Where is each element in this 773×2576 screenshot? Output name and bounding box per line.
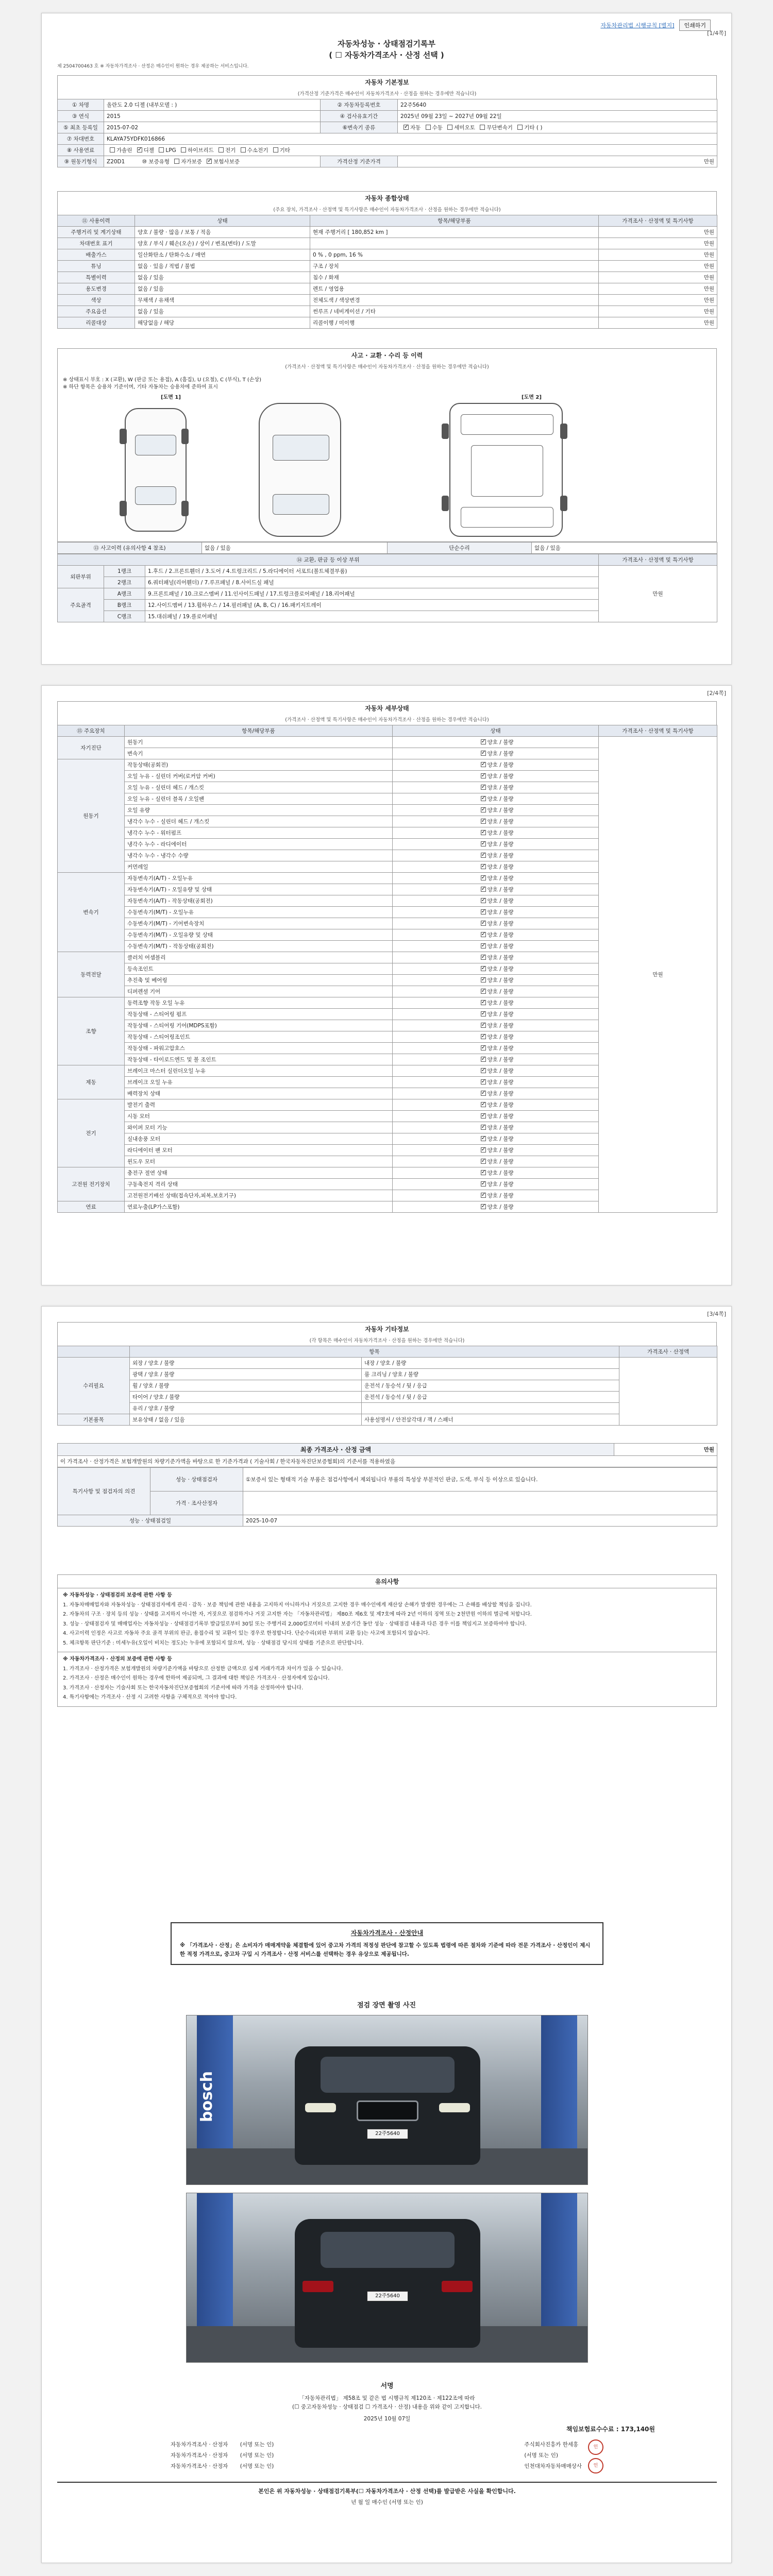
table-row: 2랭크 6.쿼터패널(리어휀더) / 7.루프패널 / 8.사이드실 패널 bbox=[58, 577, 717, 588]
item-state: ✓ 양호 / 불량 bbox=[393, 1167, 599, 1179]
group-name: 조향 bbox=[58, 997, 125, 1065]
sign-text: (☐ 중고자동차성능 · 상태점검 ☐ 가격조사 · 산정) 내용을 위와 같이 고지합니다. bbox=[292, 2404, 482, 2410]
section-note: (각 항목은 매수인이 자동차가격조사 · 산정을 원하는 경우에만 적습니다) bbox=[57, 1335, 717, 1346]
item-name: 윈도우 모터 bbox=[125, 1156, 393, 1167]
label: ⑦ 차대번호 bbox=[58, 133, 104, 145]
item-name: 수동변속기(M/T) - 기어변속장치 bbox=[125, 918, 393, 929]
label: ⑥변속기 종류 bbox=[321, 122, 398, 133]
group-name: 제동 bbox=[58, 1065, 125, 1099]
checkbox[interactable] bbox=[174, 159, 179, 164]
label: ⑤ 최초 등록일 bbox=[58, 122, 104, 133]
item-state: ✓ 양호 / 불량 bbox=[393, 975, 599, 986]
label: ③ 연식 bbox=[58, 111, 104, 122]
engine-type: Z20D1 ⑩ 보증유형 자가보증 ✓ 보험사보증 bbox=[104, 156, 321, 167]
inspection-photo-front: bosch 22주5640 bbox=[186, 2015, 588, 2185]
item-name: 작동상태 - 스티어링 기어(MDPS포함) bbox=[125, 1020, 393, 1031]
table-row: 주요골격 A랭크 9.프론트패널 / 10.크로스멤버 / 11.인사이드패널 / 17.트렁크플로어패널 / 18.리어패널 bbox=[58, 588, 717, 600]
page-number: [2/4쪽] bbox=[707, 690, 726, 697]
checkbox[interactable] bbox=[481, 1091, 486, 1096]
checkbox[interactable] bbox=[481, 1181, 486, 1187]
col-header: 가격조사 · 산정액 bbox=[619, 1346, 717, 1358]
wheel-icon bbox=[120, 429, 127, 444]
label: 가격산정 기준가격 bbox=[321, 156, 398, 167]
item-state: ✓ 양호 / 불량 bbox=[393, 805, 599, 816]
item-state: ✓ 양호 / 불량 bbox=[393, 759, 599, 771]
checkbox[interactable] bbox=[481, 864, 486, 869]
item-name: 브레이크 오일 누유 bbox=[125, 1077, 393, 1088]
checkbox[interactable] bbox=[481, 807, 486, 812]
item-name: 오일 누유 - 실린더 블록 / 오일팬 bbox=[125, 793, 393, 805]
checkbox[interactable] bbox=[137, 147, 142, 152]
checkbox[interactable] bbox=[181, 147, 186, 152]
item-state: ✓ 양호 / 불량 bbox=[393, 1077, 599, 1088]
checkbox[interactable] bbox=[207, 159, 212, 164]
car-left-view-icon bbox=[125, 408, 187, 532]
car-diagram bbox=[57, 372, 717, 542]
table-row: 배출가스 일산화탄소 / 탄화수소 / 매연 0 % , 0 ppm, 16 % 만원 bbox=[58, 249, 717, 261]
group-name: 고전원 전기장치 bbox=[58, 1167, 125, 1201]
item-state: ✓ 양호 / 불량 bbox=[393, 929, 599, 941]
item-state: ✓ 양호 / 불량 bbox=[393, 873, 599, 884]
status-table bbox=[57, 215, 717, 329]
basic-info-section bbox=[57, 75, 717, 167]
guide-title: 자동차가격조사 · 산정안내 bbox=[350, 1929, 424, 1937]
label: 특기사항 및 점검자의 의견 bbox=[58, 1468, 150, 1515]
checkbox[interactable] bbox=[481, 921, 486, 926]
item-name: 수동변속기(M/T) - 오일유량 및 상태 bbox=[125, 929, 393, 941]
dealer-name: 인천대차자동차매매상사 bbox=[524, 2463, 582, 2469]
checkbox[interactable] bbox=[481, 943, 486, 948]
checkbox[interactable] bbox=[481, 1159, 486, 1164]
item-state: ✓ 양호 / 불량 bbox=[393, 1020, 599, 1031]
checkbox[interactable] bbox=[159, 147, 164, 152]
group-name: 변속기 bbox=[58, 873, 125, 952]
label: ⑧ 사용연료 bbox=[58, 145, 104, 156]
item-state: ✓ 양호 / 불량 bbox=[393, 1133, 599, 1145]
col-header: 상태 bbox=[393, 725, 599, 737]
checkbox[interactable] bbox=[481, 830, 486, 835]
item-name: 디퍼렌셜 기어 bbox=[125, 986, 393, 997]
label: ④ 검사유효기간 bbox=[321, 111, 398, 122]
item-name: 라디에이터 팬 모터 bbox=[125, 1145, 393, 1156]
doc-subtitle: ( ☐ 자동차가격조사 · 산정 선택 ) bbox=[329, 50, 444, 60]
label: 성능 · 상태점검일 bbox=[58, 1515, 243, 1527]
table-row: B랭크 12.사이드멤버 / 13.휠하우스 / 14.필러패널 (A, B, C) / 16.패키지트레이 bbox=[58, 600, 717, 611]
section-note: (가격산정 기준가격은 매수인이 자동차가격조사 · 산정을 원하는 경우에만 적습니다) bbox=[57, 89, 717, 99]
label: ⑨ 원동기형식 bbox=[58, 156, 104, 167]
signature-section bbox=[57, 2378, 717, 2506]
page-number: [1/4쪽] bbox=[707, 30, 726, 37]
table-row: C랭크 15.대쉬패널 / 19.플로어패널 bbox=[58, 611, 717, 622]
final-price-section bbox=[57, 1443, 717, 1527]
item-state: ✓ 양호 / 불량 bbox=[393, 997, 599, 1009]
section-title: 자동차 종합상태 bbox=[57, 191, 717, 205]
group-name: 전기 bbox=[58, 1099, 125, 1167]
inspection-validity: 2025년 09월 23일 ~ 2027년 09월 22일 bbox=[398, 111, 717, 122]
checkbox[interactable] bbox=[481, 1136, 486, 1141]
group-name: 원동기 bbox=[58, 759, 125, 873]
col-header: 항목/해당부품 bbox=[310, 215, 599, 227]
table-row: 타이어 / 양호 / 불량 운전석 / 동승석 / 뒷 / 응급 bbox=[58, 1392, 717, 1403]
doc-title: 자동차성능 · 상태점검기록부 bbox=[337, 39, 436, 48]
wheel-icon bbox=[442, 423, 449, 439]
checkbox[interactable] bbox=[481, 773, 486, 778]
col-header: 항목/해당부품 bbox=[125, 725, 393, 737]
reg-number: 22주5640 bbox=[398, 99, 717, 111]
doc-number: 제 2504700463 호 ※ 자동차가격조사 · 산정은 매수인이 원하는 경우 제공하는 서비스입니다. bbox=[57, 64, 249, 69]
checkbox[interactable] bbox=[481, 977, 486, 982]
item-name: 작동상태 - 파워고압호스 bbox=[125, 1043, 393, 1054]
section-note: (가격조사 · 산정액 및 특기사항은 매수인이 자동차가격조사 · 산정을 원하는 경우에만 적습니다) bbox=[57, 362, 717, 372]
sign-date: 2025년 10월 07일 bbox=[363, 2416, 411, 2422]
item-state: ✓ 양호 / 불량 bbox=[393, 941, 599, 952]
checkbox[interactable] bbox=[241, 147, 246, 152]
photo-section-title: 점검 장면 촬영 사진 bbox=[357, 2002, 416, 2009]
label: ① 차명 bbox=[58, 99, 104, 111]
item-state: ✓ 양호 / 불량 bbox=[393, 1111, 599, 1122]
table-row: 용도변경 없음 / 있음 렌트 / 영업용 만원 bbox=[58, 283, 717, 295]
wheel-icon bbox=[120, 501, 127, 516]
checkbox[interactable] bbox=[481, 887, 486, 892]
signer-row: 자동차가격조사 · 산정자 (서명 또는 인) bbox=[171, 2442, 274, 2448]
checkbox[interactable] bbox=[481, 966, 486, 971]
wheel-icon bbox=[181, 501, 189, 516]
item-name: 원동기 bbox=[125, 737, 393, 748]
checkbox[interactable] bbox=[481, 796, 486, 801]
col-header: 상태 bbox=[135, 215, 310, 227]
item-name: 커먼레일 bbox=[125, 861, 393, 873]
table-row: 리콜대상 해당없음 / 해당 리콜이행 / 미이행 만원 bbox=[58, 317, 717, 329]
item-state: ✓ 양호 / 불량 bbox=[393, 1156, 599, 1167]
wheel-icon bbox=[560, 423, 567, 439]
checkbox[interactable] bbox=[481, 1034, 486, 1039]
item-state: ✓ 양호 / 불량 bbox=[393, 907, 599, 918]
buyer-confirm: 본인은 위 자동차성능 · 상태점검기록부(☐ 자동차가격조사 · 산정 선택)를 발급받은 사실을 확인합니다. bbox=[57, 2482, 717, 2495]
checkbox[interactable] bbox=[480, 125, 485, 130]
table-row: 광택 / 양호 / 불량 룸 크리닝 / 양호 / 불량 bbox=[58, 1369, 717, 1380]
table-row: 주행거리 및 계기상태 양호 / 불량 · 많음 / 보통 / 적음 현재 주행거리 [ 180,852 km ] 만원 bbox=[58, 227, 717, 238]
checkbox[interactable] bbox=[481, 841, 486, 846]
signer-row: 자동차가격조사 · 산정자 (서명 또는 인) bbox=[171, 2463, 274, 2469]
legend-note: ※ 하단 항목은 승용차 기준이며, 기타 자동차는 승용차에 준하여 표시 bbox=[63, 384, 218, 390]
item-state: ✓ 양호 / 불량 bbox=[393, 895, 599, 907]
item-state: ✓ 양호 / 불량 bbox=[393, 861, 599, 873]
base-price: 만원 bbox=[398, 156, 717, 167]
item-name: 와이퍼 모터 기능 bbox=[125, 1122, 393, 1133]
item-name: 브레이크 마스터 실린더오일 누유 bbox=[125, 1065, 393, 1077]
car-top-view-icon bbox=[259, 403, 341, 537]
checkbox[interactable] bbox=[517, 125, 523, 130]
table-row: 특별이력 없음 / 있음 침수 / 화재 만원 bbox=[58, 272, 717, 283]
item-state: ✓ 양호 / 불량 bbox=[393, 1088, 599, 1099]
item-state: ✓ 양호 / 불량 bbox=[393, 1122, 599, 1133]
group-name: 동력전달 bbox=[58, 952, 125, 997]
item-state: ✓ 양호 / 불량 bbox=[393, 827, 599, 839]
item-name: 냉각수 누수 - 라디에이터 bbox=[125, 839, 393, 850]
group-name: 자기진단 bbox=[58, 737, 125, 759]
wheel-icon bbox=[181, 429, 189, 444]
parts-table bbox=[57, 554, 717, 622]
checkbox[interactable] bbox=[481, 1102, 486, 1107]
inspection-date: 2025-10-07 bbox=[243, 1515, 717, 1527]
section-title: 자동차 기타정보 bbox=[57, 1322, 717, 1335]
section-title: 자동차 기본정보 bbox=[57, 75, 717, 89]
col-header: ⑭ 교환, 판금 등 이상 부위 bbox=[58, 554, 599, 566]
other-info-section bbox=[57, 1322, 717, 1426]
item-state: ✓ 양호 / 불량 bbox=[393, 1031, 599, 1043]
item-name: 동력조향 작동 오일 누유 bbox=[125, 997, 393, 1009]
label: 단순수리 bbox=[388, 543, 532, 554]
item-name: 변속기 bbox=[125, 748, 393, 759]
inspection-photo-rear bbox=[186, 2193, 588, 2363]
item-name: 작동상태(공회전) bbox=[125, 759, 393, 771]
section-title: 서명 bbox=[57, 2378, 717, 2392]
checkbox[interactable] bbox=[481, 739, 486, 744]
final-title: 최종 가격조사 · 산정 금액 bbox=[58, 1444, 614, 1456]
transmission-options: ✓ 자동 수동 세미오토 무단변속기 기타 ( ) bbox=[398, 122, 717, 133]
item-name: 작동상태 - 스티어링 펌프 bbox=[125, 1009, 393, 1020]
table-row: 외판부위 1랭크 1.후드 / 2.프론트휀더 / 3.도어 / 4.트렁크리드 / 5.라디에이터 서포트(볼트체결부품) 만원 bbox=[58, 566, 717, 577]
checkbox[interactable] bbox=[481, 1011, 486, 1016]
notice-box-2: ※ 자동차가격조사 · 산정의 보증에 관한 사항 등 1. 가격조사 · 산정가격은 보험개발원의 차량기준가액을 바탕으로 산정한 금액으로 실제 거래가격과 차이가 있을 수 있습니다. 2. 가격조사 · 산정은 매수인이 원하는 경우에 한하여 제공되며, 그 결과에 대한 책임은 가격조사 · 산정자에게 있습니다. 3. 가격조사 · 산정자는 기술사회 또는 한국자동차진단보증협회의 기준서에 따라 가격을 산정하여야 합니다. 4. 특기사항에는 가격조사 · 산정 시 고려한 사항을 구체적으로 적어야 합니다. bbox=[57, 1652, 717, 1707]
table-row: 튜닝 없음 · 있음 / 적법 / 불법 구조 / 장치 만원 bbox=[58, 261, 717, 272]
license-plate: 22주5640 bbox=[367, 2291, 408, 2301]
item-state: ✓ 양호 / 불량 bbox=[393, 1054, 599, 1065]
accident-history: 없음 / 있음 bbox=[202, 543, 388, 554]
item-name: 수동변속기(M/T) - 오일누유 bbox=[125, 907, 393, 918]
company-name: 주식회사진흥카 한세홍 bbox=[524, 2442, 579, 2448]
col-header: 항목 bbox=[130, 1346, 619, 1358]
table-row: 기본품목 보유상태 / 없음 / 있음 사용설명서 / 안전삼각대 / 잭 / 스패너 bbox=[58, 1414, 717, 1426]
item-state: ✓ 양호 / 불량 bbox=[393, 918, 599, 929]
diagram-label: [도면 2] bbox=[522, 395, 542, 400]
item-state: ✓ 양호 / 불량 bbox=[393, 1009, 599, 1020]
table-row: 주요옵션 없음 / 있음 썬루프 / 네비게이션 / 기타 만원 bbox=[58, 306, 717, 317]
checkbox[interactable] bbox=[481, 1000, 486, 1005]
item-name: 오일 누유 - 실린더 커버(로커암 커버) bbox=[125, 771, 393, 782]
checkbox[interactable] bbox=[481, 751, 486, 756]
item-name: 자동변속기(A/T) - 오일유량 및 상태 bbox=[125, 884, 393, 895]
fee-label: 책임보험료수수료 : 173,140원 bbox=[566, 2426, 655, 2433]
item-name: 냉각수 누수 - 워터펌프 bbox=[125, 827, 393, 839]
price-guide-box bbox=[171, 1922, 603, 1965]
checkbox[interactable] bbox=[481, 909, 486, 914]
buyer-sign-line: 년 월 일 매수인 (서명 또는 인) bbox=[351, 2499, 423, 2505]
item-state: ✓ 양호 / 불량 bbox=[393, 816, 599, 827]
checkbox[interactable] bbox=[481, 1045, 486, 1050]
checkbox[interactable] bbox=[481, 1057, 486, 1062]
item-name: 냉각수 누수 - 실린더 헤드 / 개스킷 bbox=[125, 816, 393, 827]
checkbox[interactable] bbox=[447, 125, 452, 130]
checkbox[interactable] bbox=[481, 1113, 486, 1118]
item-name: 자동변속기(A/T) - 오일누유 bbox=[125, 873, 393, 884]
sign-text: 「자동차관리법」 제58조 및 같은 법 시행규칙 제120조 · 제122조에 따라 bbox=[299, 2395, 475, 2401]
section-title: 사고 · 교환 · 수리 등 이력 bbox=[57, 348, 717, 362]
table-row: 휠 / 양호 / 불량 운전석 / 동승석 / 뒷 / 응급 bbox=[58, 1380, 717, 1392]
item-state: ✓ 양호 / 불량 bbox=[393, 793, 599, 805]
checkbox[interactable] bbox=[481, 955, 486, 960]
checkbox[interactable] bbox=[481, 819, 486, 824]
item-name: 자동변속기(A/T) - 작동상태(공회전) bbox=[125, 895, 393, 907]
label: 성능 · 상태점검자 bbox=[150, 1468, 243, 1492]
label: 가격 · 조사산정자 bbox=[150, 1492, 243, 1515]
law-link[interactable]: 자동차관리법 시행규칙 [별지] bbox=[600, 22, 675, 29]
legend-symbols: ※ 상태표시 부호 : X (교환), W (판금 또는 용접), A (흠집), U (요철), C (부식), T (손상) bbox=[63, 377, 262, 383]
page-1 bbox=[41, 13, 732, 665]
checkbox[interactable] bbox=[481, 785, 486, 790]
wheel-icon bbox=[560, 496, 567, 511]
item-state: ✓ 양호 / 불량 bbox=[393, 771, 599, 782]
checkbox[interactable] bbox=[481, 898, 486, 903]
item-name: 시동 모터 bbox=[125, 1111, 393, 1122]
checkbox[interactable] bbox=[481, 989, 486, 994]
checkbox[interactable] bbox=[481, 875, 486, 880]
item-name: 연료누출(LP가스포함) bbox=[125, 1201, 393, 1213]
checkbox[interactable] bbox=[219, 147, 224, 152]
item-state: ✓ 양호 / 불량 bbox=[393, 1043, 599, 1054]
item-state: ✓ 양호 / 불량 bbox=[393, 1145, 599, 1156]
item-name: 충전구 절연 상태 bbox=[125, 1167, 393, 1179]
checkbox[interactable] bbox=[481, 762, 486, 767]
table-row bbox=[58, 737, 717, 748]
other-info-table bbox=[57, 1346, 717, 1426]
section-note: (가격조사 · 산정액 및 특기사항은 매수인이 자동차가격조사 · 산정을 원하는 경우에만 적습니다) bbox=[57, 715, 717, 725]
item-name: 등속조인트 bbox=[125, 963, 393, 975]
fuel-options: 가솔린 ✓ 디젤 LPG 하이브리드 전기 수소전기 기타 bbox=[104, 145, 717, 156]
status-section bbox=[57, 191, 717, 329]
simple-repair: 없음 / 있음 bbox=[532, 543, 717, 554]
item-name: 배력장치 상태 bbox=[125, 1088, 393, 1099]
item-name: 오일 누유 - 실린더 헤드 / 개스킷 bbox=[125, 782, 393, 793]
section-title: 유의사항 bbox=[57, 1574, 717, 1588]
checkbox[interactable] bbox=[481, 1023, 486, 1028]
label: ② 자동차등록번호 bbox=[321, 99, 398, 111]
license-plate: 22주5640 bbox=[367, 2129, 408, 2139]
col-header: ⑪ 사용이력 bbox=[58, 215, 135, 227]
item-name: 작동상태 - 스티어링조인트 bbox=[125, 1031, 393, 1043]
checkbox[interactable] bbox=[110, 147, 115, 152]
page-2 bbox=[41, 685, 732, 1285]
checkbox[interactable] bbox=[426, 125, 431, 130]
item-name: 수동변속기(M/T) - 작동상태(공회전) bbox=[125, 941, 393, 952]
accident-section bbox=[57, 348, 717, 622]
item-state: ✓ 양호 / 불량 bbox=[393, 1099, 599, 1111]
detail-section bbox=[57, 701, 717, 1213]
notices-section bbox=[57, 1574, 717, 1707]
checkbox[interactable] bbox=[481, 1125, 486, 1130]
item-state: ✓ 양호 / 불량 bbox=[393, 1190, 599, 1201]
wheel-icon bbox=[442, 496, 449, 511]
final-note: 이 가격조사 · 산정가격은 보험개발원의 차량기준가액을 바탕으로 한 기준가격과 ( 기술사회 / 한국자동차진단보증협회)의 기준서를 적용하였음 bbox=[58, 1456, 717, 1467]
checkbox[interactable] bbox=[481, 1204, 486, 1209]
item-state: ✓ 양호 / 불량 bbox=[393, 884, 599, 895]
appraiser-opinion bbox=[243, 1492, 717, 1515]
final-price-table bbox=[57, 1443, 717, 1467]
accident-history-table bbox=[57, 542, 717, 554]
item-name: 고전원전기배선 상태(접속단자,피복,보호기구) bbox=[125, 1190, 393, 1201]
checkbox[interactable] bbox=[481, 1170, 486, 1175]
table-row: 수리필요 외장 / 양호 / 불량 내장 / 양호 / 불량 bbox=[58, 1358, 717, 1369]
checkbox[interactable] bbox=[273, 147, 278, 152]
table-row: 색상 무채색 / 유채색 전체도색 / 색상변경 만원 bbox=[58, 295, 717, 306]
section-title: 자동차 세부상태 bbox=[57, 701, 717, 715]
basic-info-table bbox=[57, 99, 717, 167]
sign-placeholder: (서명 또는 인) bbox=[524, 2452, 559, 2459]
special-notes-table bbox=[57, 1467, 717, 1527]
stamp-icon: 인 bbox=[588, 2439, 603, 2455]
price-cell: 만원 bbox=[599, 737, 717, 1213]
first-registration: 2015-07-02 bbox=[104, 122, 321, 133]
checkbox[interactable] bbox=[481, 1079, 486, 1084]
page-3 bbox=[41, 1306, 732, 2563]
signer-row: 자동차가격조사 · 산정자 (서명 또는 인) bbox=[171, 2452, 274, 2459]
item-name: 오일 유량 bbox=[125, 805, 393, 816]
print-button[interactable]: 인쇄하기 bbox=[679, 20, 711, 31]
checkbox[interactable] bbox=[404, 125, 409, 130]
car-name: 올란도 2.0 디젤 (내부모델 : ) bbox=[104, 99, 321, 111]
item-state: ✓ 양호 / 불량 bbox=[393, 1179, 599, 1190]
checkbox[interactable] bbox=[481, 932, 486, 937]
checkbox[interactable] bbox=[481, 1068, 486, 1073]
vin: KLAYA75YDFK016866 bbox=[104, 133, 717, 145]
inspector-opinion: ①보증서 있는 형태적 기술 부품은 점검사항에서 제외됩니다 부품의 특성상 부분적인 판금, 도색, 부식 등 이상으로 있습니다. bbox=[243, 1468, 717, 1492]
guide-text: ※ 「가격조사 · 산정」은 소비자가 매매계약을 체결함에 있어 중고차 가격의 적정성 판단에 참고할 수 있도록 법령에 따른 절차와 기준에 따라 전문 가격조사 · 산정인이 제시한 적정 가격으로, 중고차 구입 시 가격조사 · 산정 서비스를 선택하는 경우 유상으로 제공됩니다. bbox=[180, 1942, 591, 1957]
checkbox[interactable] bbox=[481, 1147, 486, 1153]
col-header: ⑮ 주요장치 bbox=[58, 725, 125, 737]
item-state: ✓ 양호 / 불량 bbox=[393, 850, 599, 861]
page-number: [3/4쪽] bbox=[707, 1311, 726, 1317]
item-state: ✓ 양호 / 불량 bbox=[393, 1201, 599, 1213]
item-name: 클러치 어셈블리 bbox=[125, 952, 393, 963]
checkbox[interactable] bbox=[481, 853, 486, 858]
item-state: ✓ 양호 / 불량 bbox=[393, 782, 599, 793]
stamp-icon: 인 bbox=[588, 2458, 603, 2473]
checkbox[interactable] bbox=[481, 1193, 486, 1198]
item-state: ✓ 양호 / 불량 bbox=[393, 748, 599, 759]
item-name: 작동상태 - 타이로드엔드 및 볼 조인트 bbox=[125, 1054, 393, 1065]
item-state: ✓ 양호 / 불량 bbox=[393, 737, 599, 748]
item-state: ✓ 양호 / 불량 bbox=[393, 839, 599, 850]
diagram-label: [도면 1] bbox=[161, 395, 181, 400]
section-note: (주요 장치, 가격조사 · 산정액 및 특기사항은 매수인이 자동차가격조사 · 산정을 원하는 경우에만 적습니다) bbox=[57, 205, 717, 215]
item-name: 냉각수 누수 - 냉각수 수량 bbox=[125, 850, 393, 861]
item-name: 추진축 및 베어링 bbox=[125, 975, 393, 986]
item-state: ✓ 양호 / 불량 bbox=[393, 963, 599, 975]
col-header: 가격조사 · 산정액 및 특기사항 bbox=[599, 554, 717, 566]
item-name: 구동축전지 격리 상태 bbox=[125, 1179, 393, 1190]
label: ⑬ 사고이력 (유의사항 4 참조) bbox=[58, 543, 202, 554]
col-header: 가격조사 · 산정액 및 특기사항 bbox=[599, 215, 717, 227]
item-state: ✓ 양호 / 불량 bbox=[393, 1065, 599, 1077]
notice-box-1: ※ 자동차성능 · 상태점검의 보증에 관한 사항 등 1. 자동차매매업자와 자동차성능 · 상태점검자에게 관리 · 감독 · 보증 책임에 관한 내용을 고지하지 아니하거나 거짓으로 고지한 경우 매수인에게 재산상 손해가 발생한 경우에는 그 손해를 배상할 책임을 집니다. 2. 자동차의 구조 · 장치 등의 성능 · 상태를 고지하지 아니한 자, 거짓으로 점검하거나 거짓 고지한 자는 「자동차관리법」 제80조 제6호 및 제7호에 따라 2년 이하의 징역 또는 2천만원 이하의 벌금에 처합니다. 3. 성능 · 상태점검자 및 매매업자는 자동차성능 · 상태점검기록부 발급일로부터 30일 또는 주행거리 2,000킬로미터 이내의 보증기간 동안 성능 · 상태점검 내용과 다른 경우 이를 책임지고 보증하여야 합니다. 4. 사고이력 인정은 사고로 자동차 주요 골격 부위의 판금, 용접수리 및 교환이 있는 경우로 한정합니다. 단순수리(외판 부위의 교환 등)는 사고에 포함되지 않습니다. 5. 체크항목 판단기준 : 미세누유(오일이 비치는 정도)는 누유에 포함되지 않으며, 성능 · 상태점검 당시의 상태를 기준으로 판단합니다. bbox=[57, 1588, 717, 1652]
table-row: 유리 / 양호 / 불량 bbox=[58, 1403, 717, 1414]
item-name: 발전기 출력 bbox=[125, 1099, 393, 1111]
item-state: ✓ 양호 / 불량 bbox=[393, 986, 599, 997]
item-name: 실내송풍 모터 bbox=[125, 1133, 393, 1145]
detail-table bbox=[57, 725, 717, 1213]
item-state: ✓ 양호 / 불량 bbox=[393, 952, 599, 963]
col-header: 가격조사 · 산정액 및 특기사항 bbox=[599, 725, 717, 737]
car-frame-view-icon bbox=[449, 403, 563, 537]
final-amount: 만원 bbox=[614, 1444, 717, 1456]
group-name: 연료 bbox=[58, 1201, 125, 1213]
table-row: 차대번호 표기 양호 / 부식 / 훼손(오손) / 상이 / 변조(변타) / 도말 만원 bbox=[58, 238, 717, 249]
top-toolbar bbox=[600, 20, 711, 31]
model-year: 2015 bbox=[104, 111, 321, 122]
